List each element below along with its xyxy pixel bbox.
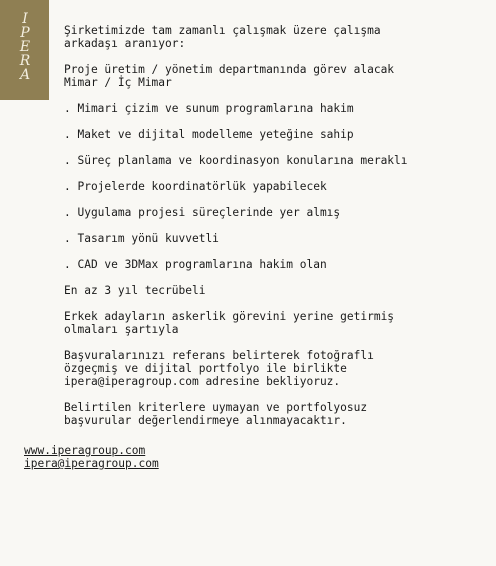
requirements-list [64, 102, 484, 271]
footer-links [24, 444, 159, 470]
logo-wordmark [14, 12, 36, 82]
logo-letter: E [19, 39, 31, 55]
logo-letter: R [19, 53, 31, 69]
requirement-item: . Maket ve dijital modelleme yeteğine sahip [64, 128, 354, 141]
disclaimer-text: Belirtilen kriterlere uymayan ve portfolyosuz başvurular değerlendirmeye alınmayacaktır. [64, 401, 368, 427]
experience-text: En az 3 yıl tecrübeli [64, 284, 206, 297]
position-text: Proje üretim / yönetim departmanında görev alacak Mimar / İç Mimar [64, 63, 395, 89]
logo-letter: P [20, 25, 30, 41]
requirement-item: . Projelerde koordinatörlük yapabilecek [64, 180, 327, 193]
application-text: Başvuralarınızı referans belirterek fotoğraflı özgeçmiş ve dijital portfolyo ile birlikte ipera@iperagroup.com adresine bekliyoruz. [64, 349, 374, 388]
requirement-item: . Mimari çizim ve sunum programlarına hakim [64, 102, 354, 115]
logo-letter: A [19, 67, 31, 83]
website-link[interactable]: www.iperagroup.com [24, 444, 146, 457]
ipera-logo [0, 0, 49, 100]
requirement-item: . CAD ve 3DMax programlarına hakim olan [64, 258, 327, 271]
military-text: Erkek adayların askerlik görevini yerine getirmiş olmaları şartıyla [64, 310, 395, 336]
requirement-item: . Tasarım yönü kuvvetli [64, 232, 219, 245]
requirement-item: . Uygulama projesi süreçlerinde yer almış [64, 206, 341, 219]
email-link[interactable]: ipera@iperagroup.com [24, 457, 159, 470]
logo-letter: I [22, 11, 28, 27]
requirement-item: . Süreç planlama ve koordinasyon konularına meraklı [64, 154, 408, 167]
intro-text: Şirketimizde tam zamanlı çalışmak üzere çalışma arkadaşı aranıyor: [64, 24, 381, 50]
job-posting [64, 24, 484, 440]
